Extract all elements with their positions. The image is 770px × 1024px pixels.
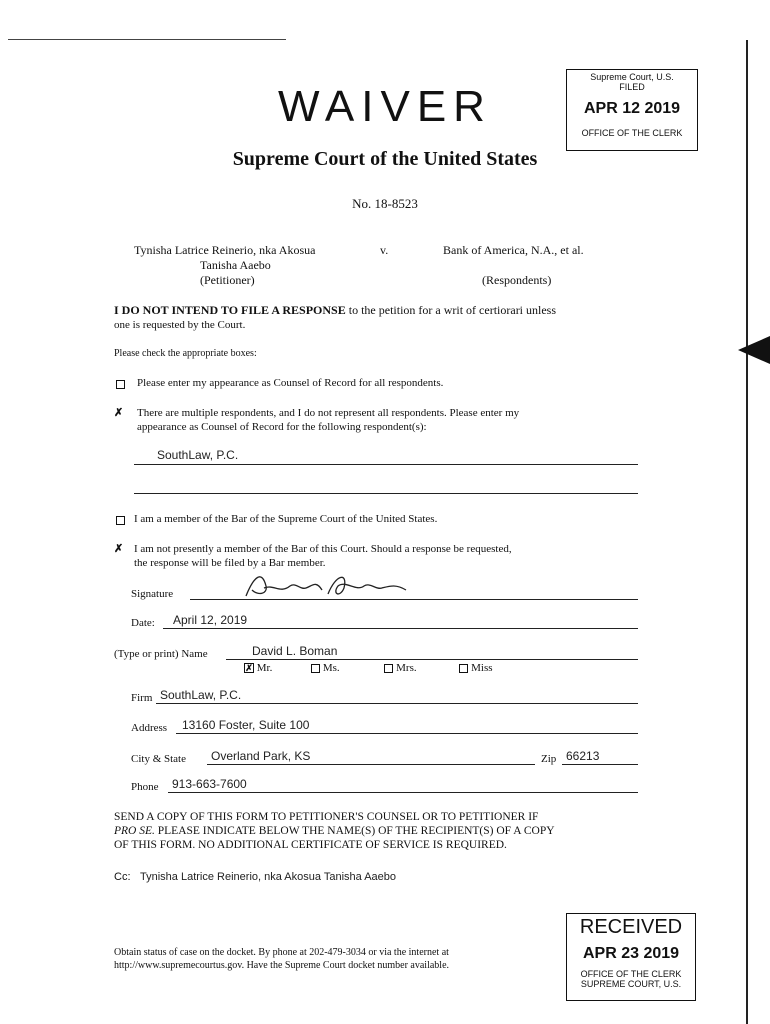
checkbox-bar-member[interactable]: [116, 516, 125, 525]
title-mr-label: Mr.: [256, 662, 273, 674]
scan-right-edge: [746, 40, 748, 1024]
signature-line: [190, 599, 638, 600]
checkbox-all-respondents[interactable]: [116, 380, 125, 389]
city-state-line: [207, 764, 535, 765]
instructions: Please check the appropriate boxes:: [114, 348, 257, 359]
date-label: Date:: [131, 617, 155, 629]
docket-footer-line1: Obtain status of case on the docket. By phone at 202-479-3034 or via the internet at: [114, 947, 449, 958]
title-miss-label: Miss: [471, 662, 493, 674]
zip-line: [562, 764, 638, 765]
option-multiple-line2: appearance as Counsel of Record for the following respondent(s):: [137, 421, 427, 433]
service-notice-line3: OF THIS FORM. NO ADDITIONAL CERTIFICATE OF SERVICE IS REQUIRED.: [114, 839, 507, 851]
option-not-bar-line1: I am not presently a member of the Bar of this Court. Should a response be requested,: [134, 543, 512, 555]
address-label: Address: [131, 722, 168, 734]
petitioner-role: (Petitioner): [200, 273, 255, 287]
service-notice-line2: PLEASE INDICATE BELOW THE NAME(S) OF THE RECIPIENT(S) OF A COPY: [154, 825, 555, 837]
name-label: (Type or print) Name: [114, 648, 208, 660]
service-notice: [114, 810, 754, 852]
phone-line: [168, 792, 638, 793]
received-stamp-line2: SUPREME COURT, U.S.: [580, 979, 682, 989]
petitioner-name-line1: Tynisha Latrice Reinerio, nka Akosua: [134, 243, 316, 257]
phone-value[interactable]: 913-663-7600: [172, 777, 247, 791]
respondent-field-line2: [134, 493, 638, 494]
service-notice-line1: SEND A COPY OF THIS FORM TO PETITIONER'S COUNSEL OR TO PETITIONER IF: [114, 811, 539, 823]
scan-edge-marker: [738, 336, 770, 364]
option-multiple-respondents: [137, 406, 519, 434]
name-line: [226, 659, 638, 660]
signature-field[interactable]: [240, 566, 410, 602]
title-mrs-label: Mrs.: [396, 662, 417, 674]
docket-footer: [114, 946, 584, 972]
received-stamp-line1: OFFICE OF THE CLERK: [580, 969, 682, 979]
title-ms-label: Ms.: [322, 662, 340, 674]
checkbox-mrs[interactable]: [384, 664, 393, 673]
petitioner-block: [134, 243, 315, 288]
filed-stamp-line2: FILED: [619, 82, 645, 92]
checkbox-not-bar-member[interactable]: ✗: [114, 542, 124, 555]
versus: v.: [380, 243, 389, 257]
statement-rest: to the petition for a writ of certiorari unless: [345, 303, 557, 317]
option-bar-member-label: I am a member of the Bar of the Supreme Court of the United States.: [134, 513, 438, 525]
address-line: [176, 733, 638, 734]
phone-label: Phone: [131, 781, 159, 793]
firm-line: [156, 703, 638, 704]
option-not-bar-line2: the response will be filed by a Bar member.: [134, 557, 326, 569]
zip-label: Zip: [541, 753, 557, 765]
date-value[interactable]: April 12, 2019: [173, 613, 248, 627]
city-state-label: City & State: [131, 753, 186, 765]
address-value[interactable]: 13160 Foster, Suite 100: [182, 718, 310, 732]
respondent-field-value[interactable]: SouthLaw, P.C.: [157, 448, 239, 462]
signature-scribble: [240, 566, 410, 602]
page-title: WAIVER: [278, 82, 492, 131]
petitioner-name-line2: Tanisha Aaebo: [200, 258, 271, 272]
received-stamp: [566, 913, 696, 1001]
cc-label: Cc:: [114, 871, 131, 883]
docket-footer-line2: http://www.supremecourtus.gov. Have the Supreme Court docket number available.: [114, 960, 450, 971]
zip-value[interactable]: 66213: [566, 749, 600, 763]
title-options: [244, 662, 574, 674]
filed-stamp-line1: Supreme Court, U.S.: [590, 72, 674, 82]
court-name: Supreme Court of the United States: [232, 148, 538, 170]
filed-stamp-footer: OFFICE OF THE CLERK: [581, 128, 683, 138]
date-line: [163, 628, 638, 629]
cc-value: Tynisha Latrice Reinerio, nka Akosua Tanisha Aaebo: [140, 871, 397, 883]
checkbox-ms[interactable]: [311, 664, 320, 673]
received-stamp-title: RECEIVED: [579, 916, 683, 938]
option-all-respondents-label: Please enter my appearance as Counsel of Record for all respondents.: [137, 377, 444, 389]
firm-label: Firm: [131, 692, 153, 704]
name-value[interactable]: David L. Boman: [252, 644, 338, 658]
checkbox-miss[interactable]: [459, 664, 468, 673]
service-notice-pro-se: PRO SE.: [114, 825, 155, 837]
respondent-role: (Respondents): [482, 273, 552, 287]
checkbox-multiple-respondents[interactable]: ✗: [114, 406, 124, 419]
received-stamp-date: APR 23 2019: [582, 945, 680, 962]
filed-stamp-date: APR 12 2019: [583, 100, 681, 117]
city-state-value[interactable]: Overland Park, KS: [211, 749, 311, 763]
respondent-field-line1: [134, 464, 638, 465]
statement-bold: I DO NOT INTEND TO FILE A RESPONSE: [114, 303, 346, 317]
signature-label: Signature: [131, 588, 174, 600]
checkbox-mr[interactable]: ✗: [245, 663, 253, 674]
statement: [114, 303, 734, 333]
case-number: No. 18-8523: [352, 196, 418, 211]
respondent-name: Bank of America, N.A., et al.: [443, 243, 584, 257]
scan-top-rule: [8, 39, 286, 40]
firm-value[interactable]: SouthLaw, P.C.: [160, 688, 242, 702]
option-multiple-line1: There are multiple respondents, and I do not represent all respondents. Please enter my: [137, 407, 520, 419]
statement-line2: one is requested by the Court.: [114, 319, 246, 331]
